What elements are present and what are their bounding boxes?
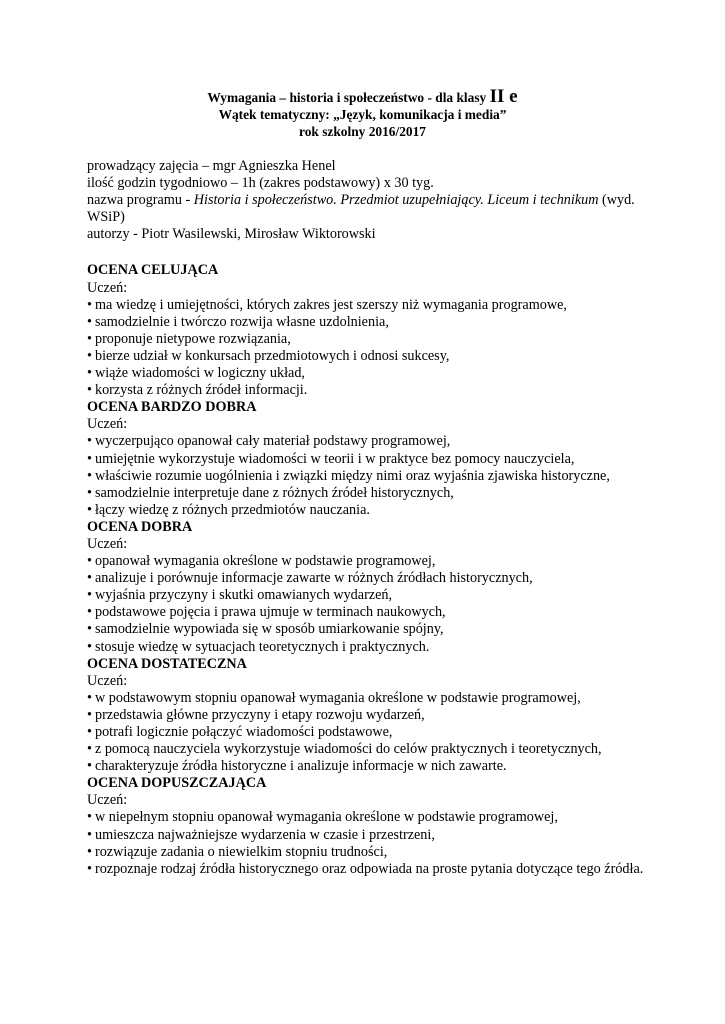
- header-class-name: II e: [489, 86, 518, 107]
- bullet-icon: •: [87, 347, 92, 364]
- bullet-icon: •: [87, 724, 92, 740]
- requirement-item: [87, 348, 647, 365]
- requirement-text: podstawowe pojęcia i prawa ujmuje w terminach naukowych,: [94, 604, 446, 621]
- requirement-text: rozwiązuje zadania o niewielkim stopniu trudności,: [94, 843, 388, 860]
- requirement-text: ma wiedzę i umiejętności, których zakres jest szerszy niż wymagania programowe,: [94, 296, 567, 313]
- bullet-icon: •: [87, 433, 92, 450]
- requirement-item: [87, 758, 647, 775]
- requirement-item: [87, 861, 647, 878]
- requirement-item: [87, 724, 647, 741]
- bullet-icon: •: [87, 860, 92, 877]
- requirement-text: bierze udział w konkursach przedmiotowych i odnosi sukcesy,: [94, 347, 450, 364]
- requirement-item: [87, 297, 647, 314]
- requirement-item: [87, 707, 647, 724]
- requirement-text: samodzielnie wypowiada się w sposób umiarkowanie spójny,: [94, 621, 444, 638]
- student-label: Uczeń:: [87, 672, 128, 689]
- requirement-text: przedstawia główne przyczyny i etapy rozwoju wydarzeń,: [94, 706, 425, 723]
- requirement-item: [87, 587, 647, 604]
- requirement-text: łączy wiedzę z różnych przedmiotów nauczania.: [94, 501, 370, 518]
- requirement-item: [87, 365, 647, 382]
- requirement-item: [87, 468, 647, 485]
- program-prefix: nazwa programu -: [87, 192, 194, 209]
- grade-section: [87, 399, 647, 519]
- grade-section: [87, 775, 647, 878]
- requirement-item: [87, 485, 647, 502]
- requirement-text: samodzielnie i twórczo rozwija własne uzdolnienia,: [94, 313, 389, 330]
- bullet-icon: •: [87, 587, 92, 604]
- requirement-text: potrafi logicznie połączyć wiadomości podstawowe,: [94, 724, 393, 740]
- requirement-item: [87, 844, 647, 861]
- requirement-text: umiejętnie wykorzystuje wiadomości w teorii i w praktyce bez pomocy nauczyciela,: [94, 450, 575, 467]
- student-label: Uczeń:: [87, 279, 128, 296]
- student-label: Uczeń:: [87, 535, 128, 552]
- bullet-icon: •: [87, 638, 92, 655]
- requirement-list: [87, 809, 647, 877]
- header-title-line: [0, 88, 725, 106]
- bullet-icon: •: [87, 484, 92, 501]
- bullet-icon: •: [87, 501, 92, 518]
- requirement-text: z pomocą nauczyciela wykorzystuje wiadomości do celów praktycznych i teoretycznych,: [94, 741, 602, 758]
- requirement-item: [87, 553, 647, 570]
- requirement-list: [87, 433, 647, 518]
- requirement-text: właściwie rozumie uogólnienia i związki między nimi oraz wyjaśnia zjawiska historyczne,: [94, 467, 610, 484]
- requirement-item: [87, 331, 647, 348]
- bullet-icon: •: [87, 604, 92, 621]
- requirement-item: [87, 809, 647, 826]
- section-title: OCENA CELUJĄCA: [87, 262, 219, 279]
- requirement-item: [87, 621, 647, 638]
- section-title: OCENA DOPUSZCZAJĄCA: [87, 775, 267, 792]
- requirement-text: stosuje wiedzę w sytuacjach teoretycznych i praktycznych.: [94, 638, 430, 655]
- header-title-text: Wymagania – historia i społeczeństwo - dla klasy: [207, 90, 490, 105]
- bullet-icon: •: [87, 553, 92, 570]
- section-title: OCENA DOSTATECZNA: [87, 655, 247, 672]
- section-title: OCENA DOBRA: [87, 518, 193, 535]
- bullet-icon: •: [87, 741, 92, 758]
- header-school-year: rok szkolny 2016/2017: [299, 124, 426, 139]
- bullet-icon: •: [87, 296, 92, 313]
- spacer: [87, 243, 647, 262]
- bullet-icon: •: [87, 382, 92, 399]
- header-theme-line: Wątek tematyczny: „Język, komunikacja i media”: [218, 107, 507, 122]
- grade-section: [87, 519, 647, 656]
- bullet-icon: •: [87, 450, 92, 467]
- program-info: [87, 158, 647, 243]
- requirement-list: [87, 690, 647, 775]
- bullet-icon: •: [87, 689, 92, 706]
- requirement-item: [87, 502, 647, 519]
- student-label: Uczeń:: [87, 416, 128, 433]
- requirement-text: proponuje nietypowe rozwiązania,: [94, 330, 291, 347]
- grade-sections: [87, 262, 647, 877]
- requirement-text: wyjaśnia przyczyny i skutki omawianych wydarzeń,: [94, 587, 393, 604]
- bullet-icon: •: [87, 570, 92, 587]
- authors-line: autorzy - Piotr Wasilewski, Mirosław Wiktorowski: [87, 226, 376, 243]
- section-title: OCENA BARDZO DOBRA: [87, 399, 257, 416]
- requirement-list: [87, 297, 647, 400]
- requirement-text: rozpoznaje rodzaj źródła historycznego oraz odpowiada na proste pytania dotyczące tego źródła.: [94, 860, 644, 877]
- requirement-item: [87, 604, 647, 621]
- requirement-text: w niepełnym stopniu opanował wymagania określone w podstawie programowej,: [94, 809, 558, 826]
- bullet-icon: •: [87, 330, 92, 347]
- program-publisher: (wyd. WSiP): [87, 192, 635, 226]
- requirement-text: charakteryzuje źródła historyczne i analizuje informacje w nich zawarte.: [94, 758, 507, 775]
- bullet-icon: •: [87, 809, 92, 826]
- requirement-text: wiąże wiadomości w logiczny układ,: [94, 365, 305, 382]
- teacher-line: prowadzący zajęcia – mgr Agnieszka Henel: [87, 158, 336, 174]
- hours-line: ilość godzin tygodniowo – 1h (zakres podstawowy) x 30 tyg.: [87, 175, 434, 192]
- bullet-icon: •: [87, 758, 92, 775]
- document-header: [0, 88, 725, 140]
- bullet-icon: •: [87, 467, 92, 484]
- bullet-icon: •: [87, 706, 92, 723]
- bullet-icon: •: [87, 826, 92, 843]
- requirement-text: korzysta z różnych źródeł informacji.: [94, 382, 308, 399]
- grade-section: [87, 656, 647, 776]
- bullet-icon: •: [87, 313, 92, 330]
- bullet-icon: •: [87, 365, 92, 382]
- requirement-item: [87, 690, 647, 707]
- requirement-item: [87, 827, 647, 844]
- requirement-item: [87, 639, 647, 656]
- requirement-list: [87, 553, 647, 656]
- requirement-text: samodzielnie interpretuje dane z różnych źródeł historycznych,: [94, 484, 454, 501]
- grade-section: [87, 262, 647, 399]
- requirement-item: [87, 741, 647, 758]
- requirement-item: [87, 382, 647, 399]
- requirement-item: [87, 570, 647, 587]
- student-label: Uczeń:: [87, 792, 128, 809]
- requirement-text: w podstawowym stopniu opanował wymagania określone w podstawie programowej,: [94, 689, 581, 706]
- requirement-text: opanował wymagania określone w podstawie programowej,: [94, 553, 436, 570]
- requirement-item: [87, 451, 647, 468]
- requirement-item: [87, 433, 647, 450]
- bullet-icon: •: [87, 843, 92, 860]
- program-name: Historia i społeczeństwo. Przedmiot uzupełniający. Liceum i technikum: [193, 192, 599, 209]
- requirement-text: analizuje i porównuje informacje zawarte w różnych źródłach historycznych,: [94, 570, 533, 587]
- program-line: [87, 192, 647, 226]
- bullet-icon: •: [87, 621, 92, 638]
- requirement-item: [87, 314, 647, 331]
- requirement-text: umieszcza najważniejsze wydarzenia w czasie i przestrzeni,: [94, 826, 435, 843]
- document-body: [87, 158, 647, 878]
- requirement-text: wyczerpująco opanował cały materiał podstawy programowej,: [94, 433, 451, 450]
